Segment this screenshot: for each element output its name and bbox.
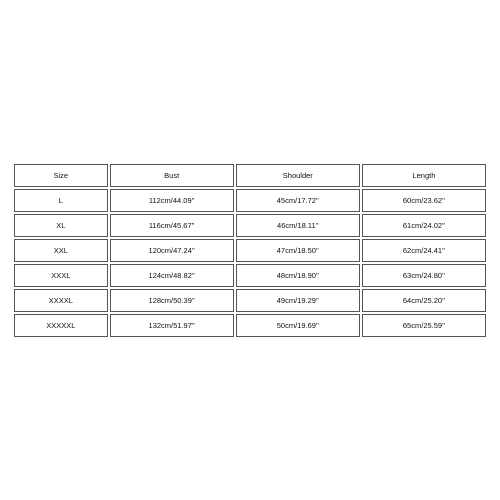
cell-size: XXXL [14,264,108,287]
cell-shoulder: 45cm/17.72'' [236,189,360,212]
cell-length: 63cm/24.80'' [362,264,486,287]
cell-shoulder: 46cm/18.11'' [236,214,360,237]
cell-size: XXXXL [14,289,108,312]
cell-shoulder: 47cm/18.50'' [236,239,360,262]
cell-bust: 120cm/47.24'' [110,239,234,262]
cell-bust: 112cm/44.09'' [110,189,234,212]
header-shoulder: Shoulder [236,164,360,187]
cell-shoulder: 50cm/19.69'' [236,314,360,337]
table-row [14,264,486,287]
cell-shoulder: 49cm/19.29'' [236,289,360,312]
table-row [14,314,486,337]
cell-size: L [14,189,108,212]
header-size: Size [14,164,108,187]
cell-size: XXXXXL [14,314,108,337]
cell-length: 65cm/25.59'' [362,314,486,337]
cell-bust: 116cm/45.67'' [110,214,234,237]
header-bust: Bust [110,164,234,187]
cell-length: 61cm/24.02'' [362,214,486,237]
table-header-row [14,164,486,187]
cell-length: 64cm/25.20'' [362,289,486,312]
cell-bust: 124cm/48.82'' [110,264,234,287]
cell-size: XXL [14,239,108,262]
cell-size: XL [14,214,108,237]
cell-length: 60cm/23.62'' [362,189,486,212]
table-row [14,239,486,262]
size-chart-table [12,162,488,339]
cell-shoulder: 48cm/18.90'' [236,264,360,287]
table-row [14,214,486,237]
table-row [14,289,486,312]
cell-length: 62cm/24.41'' [362,239,486,262]
cell-bust: 132cm/51.97'' [110,314,234,337]
cell-bust: 128cm/50.39'' [110,289,234,312]
table-row [14,189,486,212]
header-length: Length [362,164,486,187]
